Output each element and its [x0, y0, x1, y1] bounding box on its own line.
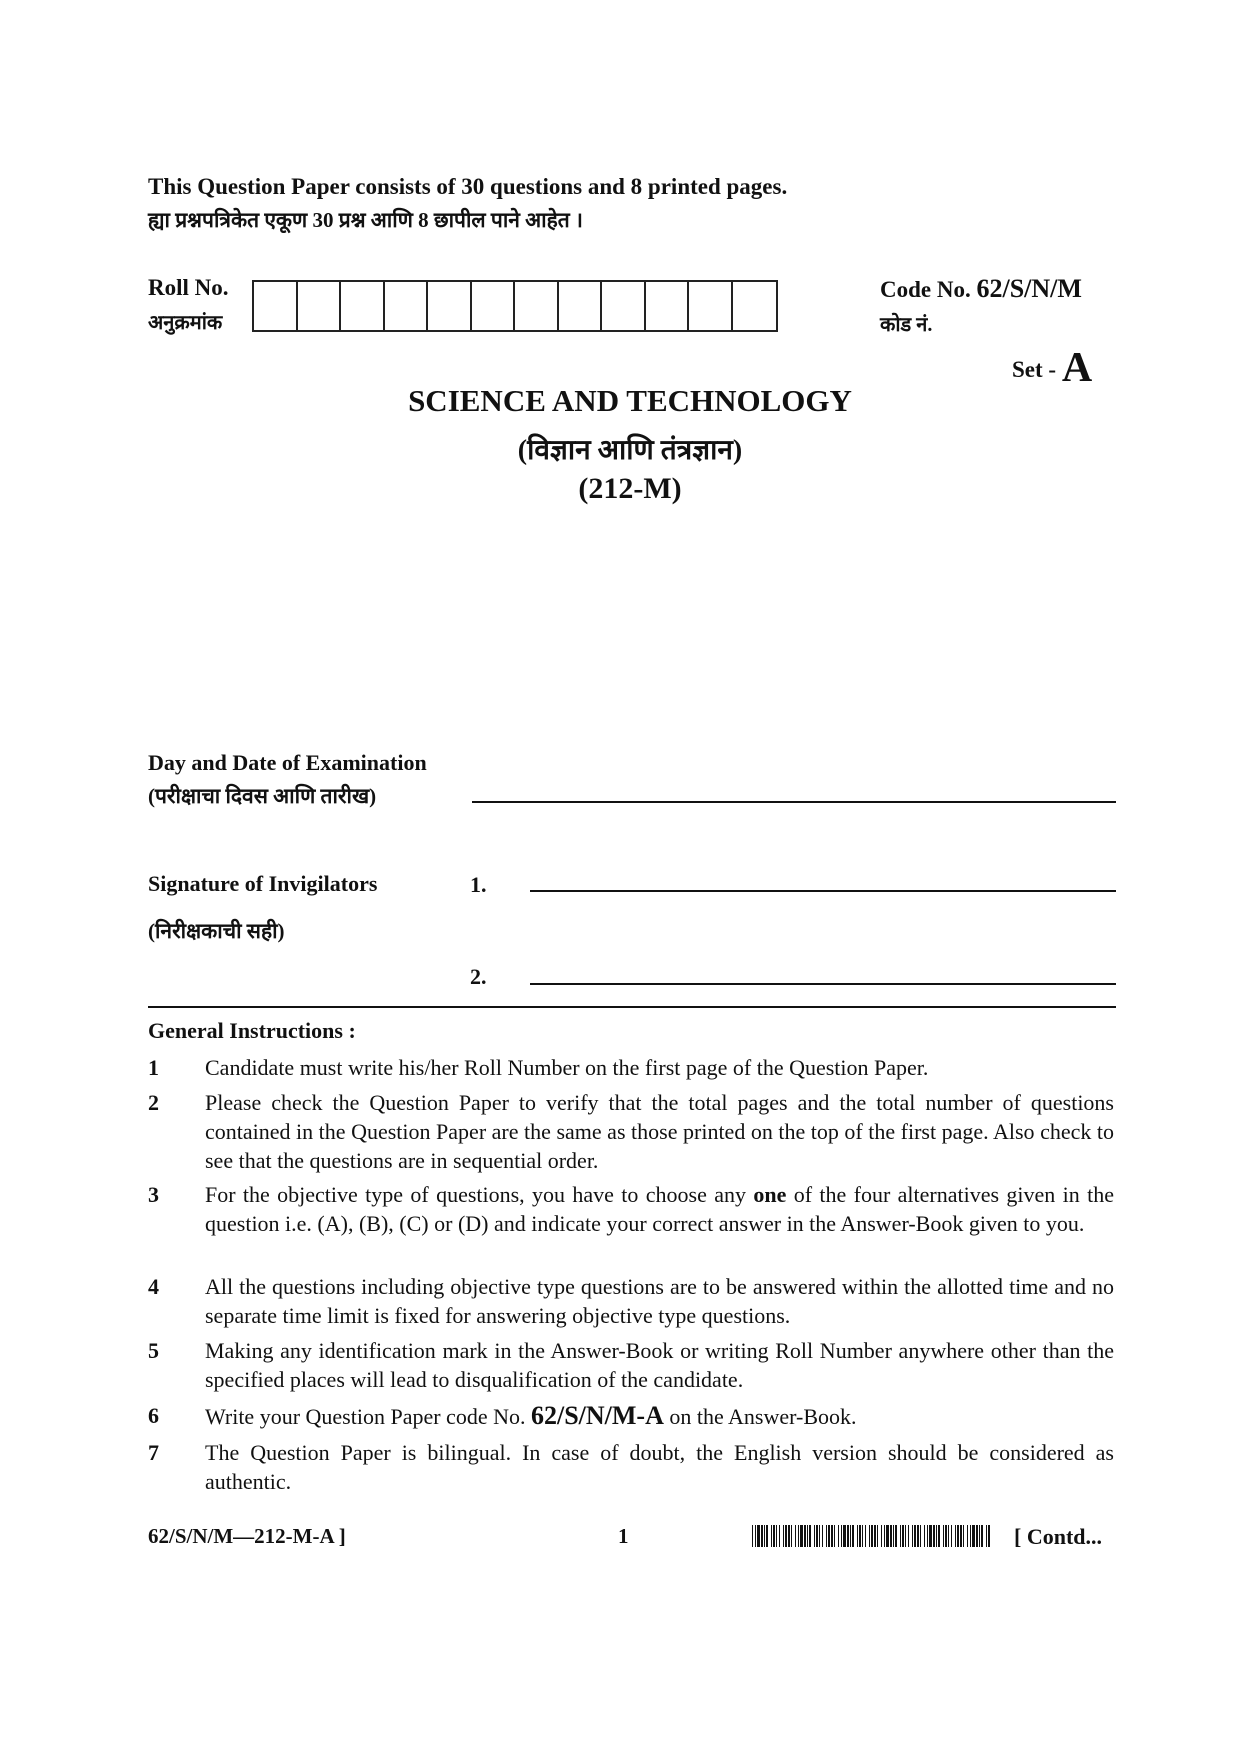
roll-box[interactable] [298, 282, 342, 330]
section-divider [148, 1006, 1116, 1008]
instruction-item [148, 1401, 1114, 1431]
page-title-marathi: (विज्ञान आणि तंत्रज्ञान) [517, 435, 743, 466]
signature-number-2: 2. [470, 964, 487, 989]
instruction-text: All the questions including objective type questions are to be answered within the allotted time and no separate time limit is fixed for answering objective type questions. [205, 1274, 1114, 1328]
roll-box[interactable] [646, 282, 690, 330]
signature-line-2[interactable] [530, 983, 1116, 985]
roll-number-boxes[interactable] [252, 280, 778, 332]
instruction-number: 7 [148, 1440, 159, 1465]
instruction-text: Candidate must write his/her Roll Number on the first page of the Question Paper. [205, 1055, 929, 1080]
instruction-item [148, 1088, 1114, 1175]
roll-label-marathi: अनुक्रमांक [148, 312, 223, 334]
invigilator-signature-label: Signature of Invigilators [148, 871, 378, 896]
instruction-text: Write your Question Paper code No. 62/S/N/M-A on the Answer-Book. [205, 1401, 857, 1430]
page-title: SCIENCE AND TECHNOLOGY [408, 383, 852, 418]
page-number: 1 [618, 1524, 629, 1548]
paper-info-marathi: ह्या प्रश्नपत्रिकेत एकूण 30 प्रश्न आणि 8 छापील पाने आहेत । [148, 208, 583, 232]
instruction-number: 5 [148, 1338, 159, 1363]
subject-code: (212-M) [578, 472, 682, 505]
roll-box[interactable] [559, 282, 603, 330]
roll-box[interactable] [428, 282, 472, 330]
exam-date-label-marathi: (परीक्षाचा दिवस आणि तारीख) [148, 784, 377, 808]
set-value: A [1061, 345, 1093, 391]
instruction-text: For the objective type of questions, you have to choose any one of the four alternatives given in the question i.e. (A), (B), (C) or (D) and indicate your correct answer in the Answer-Book given to you. [205, 1182, 1114, 1236]
instruction-text: Making any identification mark in the Answer-Book or writing Roll Number anywhere other than the specified places will lead to disqualification of the candidate. [205, 1338, 1114, 1392]
instructions-title: General Instructions : [148, 1018, 356, 1043]
exam-date-label: Day and Date of Examination [148, 750, 427, 775]
code-label-marathi: कोड नं. [880, 314, 933, 336]
signature-number-1: 1. [470, 872, 487, 897]
continued-label: [ Contd... [1014, 1524, 1103, 1549]
footer-paper-code: 62/S/N/M—212-M-A ] [148, 1524, 346, 1548]
instruction-number: 6 [148, 1403, 159, 1428]
instruction-number: 2 [148, 1090, 159, 1115]
instruction-number: 3 [148, 1182, 159, 1207]
instruction-text: Please check the Question Paper to verify that the total pages and the total number of questions contained in the Question Paper are the same as those printed on the top of the first page. Also check to see that the questions are in sequential order. [205, 1090, 1114, 1173]
roll-label-english: Roll No. [148, 275, 229, 300]
instruction-text: The Question Paper is bilingual. In case of doubt, the English version should be considered as authentic. [205, 1440, 1114, 1494]
roll-box[interactable] [254, 282, 298, 330]
code-label: Code No. [880, 277, 971, 302]
paper-info-english: This Question Paper consists of 30 questions and 8 printed pages. [148, 174, 788, 199]
invigilator-signature-label-marathi: (निरीक्षकाची सही) [148, 919, 285, 943]
instruction-item [148, 1053, 1114, 1082]
roll-box[interactable] [472, 282, 516, 330]
instruction-item [148, 1180, 1114, 1238]
code-number [880, 274, 1082, 304]
roll-box[interactable] [689, 282, 733, 330]
roll-box[interactable] [733, 282, 777, 330]
roll-box[interactable] [341, 282, 385, 330]
set-label: Set - [1012, 357, 1062, 382]
instruction-item [148, 1438, 1114, 1496]
instruction-item [148, 1272, 1114, 1330]
code-value: 62/S/N/M [976, 274, 1082, 303]
roll-box[interactable] [602, 282, 646, 330]
roll-box[interactable] [515, 282, 559, 330]
exam-date-line[interactable] [472, 801, 1116, 803]
roll-box[interactable] [385, 282, 429, 330]
instruction-number: 4 [148, 1274, 159, 1299]
instruction-item [148, 1336, 1114, 1394]
instruction-number: 1 [148, 1055, 159, 1080]
signature-line-1[interactable] [530, 890, 1116, 892]
barcode-icon [752, 1525, 990, 1547]
